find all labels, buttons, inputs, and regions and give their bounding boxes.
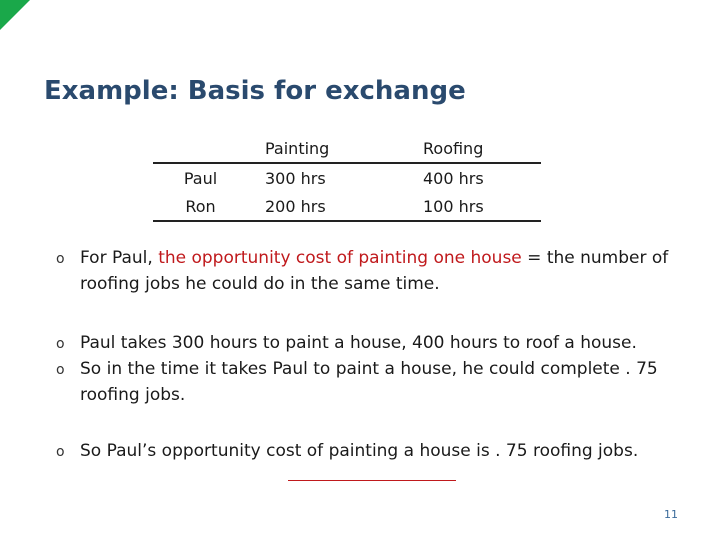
table-row [153,163,541,192]
bullet-text-plain: For Paul, [80,248,159,268]
slide-title: Example: Basis for exchange [44,76,466,106]
hours-table [153,135,541,222]
bullet-marker: o [56,336,65,352]
page-number: 11 [664,508,678,521]
bullet-same-time [56,356,686,408]
table-cell: 400 hrs [423,168,484,188]
bullet-marker: o [56,251,65,267]
bullet-text: So in the time it takes Paul to paint a house, he could complete . 75 roofing jobs. [80,359,658,405]
highlighted-text: the opportunity cost of painting one house [158,248,522,268]
bullet-text [80,245,686,297]
table-header-cell: Painting [248,135,415,163]
table-cell: Ron [153,192,248,221]
red-underline [288,480,456,481]
bullet-conclusion [56,438,686,464]
table-cell: 200 hrs [248,192,415,221]
table-header-cell [153,135,248,163]
table-cell: 100 hrs [415,192,541,221]
table-header-cell: Roofing [415,135,541,163]
bullet-marker: o [56,444,65,460]
table-row [153,192,541,221]
bullet-paul-hours [56,330,686,356]
bullet-text: So Paul’s opportunity cost of painting a house is . 75 roofing jobs. [80,441,639,461]
table-header-row [153,135,541,163]
bullet-text-plain: = the number of roofing jobs he could do in the same time. [80,248,669,294]
bullet-marker: o [56,362,65,378]
table-cell: 300 hrs [265,168,326,188]
bullet-opportunity-cost [56,245,686,297]
corner-decoration [0,0,30,30]
bullet-text: Paul takes 300 hours to paint a house, 400 hours to roof a house. [80,333,637,353]
table-cell: Paul [183,168,218,188]
